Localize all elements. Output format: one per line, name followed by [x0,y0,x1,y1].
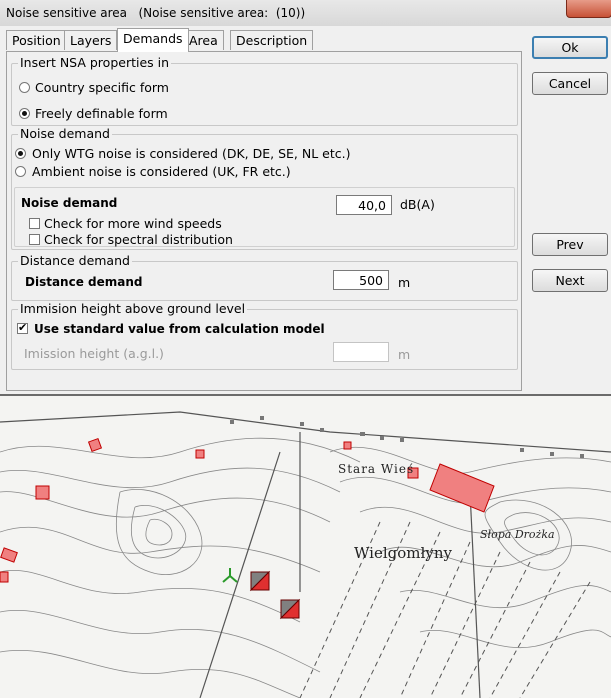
close-button[interactable] [566,0,611,18]
tab-layers[interactable]: Layers [64,30,117,50]
distance-demand-title: Distance demand [20,253,130,268]
distance-demand-input[interactable]: 500 [333,270,389,290]
insert-properties-group [11,55,518,126]
noise-demand-group [11,126,518,250]
insert-properties-title: Insert NSA properties in [20,55,170,70]
radio-freely-definable[interactable] [19,108,30,119]
radio-country-specific[interactable] [19,82,30,93]
tab-position[interactable]: Position [6,30,67,50]
immission-height-unit: m [398,347,411,362]
noise-demand-input[interactable]: 40,0 [336,195,392,215]
immission-height-title: Immision height above ground level [20,301,246,316]
check-use-standard-value[interactable] [17,323,28,334]
turbine-icon[interactable] [223,568,237,582]
check-more-wind-speeds-label: Check for more wind speeds [44,216,222,231]
check-spectral-distribution-label: Check for spectral distribution [44,232,233,247]
check-use-standard-value-label: Use standard value from calculation model [34,322,325,336]
title-bar[interactable] [0,0,611,26]
map-label-town: Wielgomłyny [354,544,452,562]
map-canvas [0,392,611,698]
window-title: Noise sensitive area (Noise sensitive area: (10)) [6,6,306,20]
prev-button[interactable]: Prev [532,233,608,256]
map-view[interactable] [0,392,611,698]
check-more-wind-speeds[interactable] [29,218,40,229]
radio-freely-definable-label: Freely definable form [35,106,168,121]
radio-ambient-noise-label: Ambient noise is considered (UK, FR etc.) [32,164,291,179]
noise-demand-label: Noise demand [21,196,118,210]
selected-nsa-markers[interactable] [251,572,299,618]
distance-demand-group [11,253,518,301]
distance-demand-unit: m [398,275,411,290]
noise-demand-unit: dB(A) [400,197,435,212]
immission-height-label: Imission height (a.g.l.) [24,346,164,361]
map-label-village: Stara Wieś [338,462,415,476]
check-spectral-distribution[interactable] [29,234,40,245]
tab-panel-demands [6,51,522,391]
noise-demand-title: Noise demand [20,126,110,141]
radio-wtg-noise-label: Only WTG noise is considered (DK, DE, SE, NL etc.) [32,146,351,161]
ok-button[interactable]: Ok [532,36,608,59]
radio-country-specific-label: Country specific form [35,80,169,95]
cancel-button[interactable]: Cancel [532,72,608,95]
map-label-place: Słopa Drożka [480,528,555,541]
noise-demand-subgroup [14,187,515,247]
tab-description[interactable]: Description [230,30,313,50]
distance-demand-label: Distance demand [25,275,143,289]
radio-ambient-noise[interactable] [15,166,26,177]
tab-area[interactable]: Area [183,30,224,50]
next-button[interactable]: Next [532,269,608,292]
immission-height-group [11,301,518,370]
immission-height-input[interactable] [333,342,389,362]
radio-wtg-noise[interactable] [15,148,26,159]
tab-demands[interactable]: Demands [117,28,189,52]
